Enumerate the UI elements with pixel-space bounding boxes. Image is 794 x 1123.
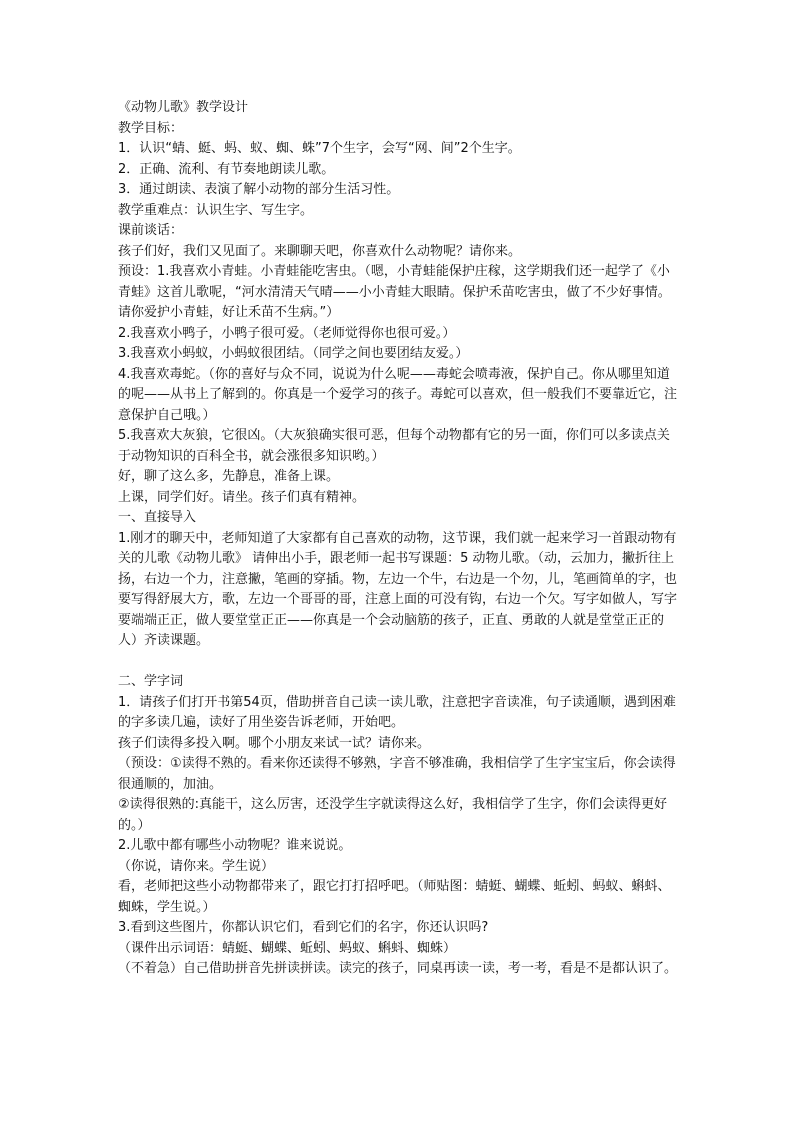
text-line: 上课，同学们好。请坐。孩子们真有精神。 [118, 489, 366, 505]
paragraph: 1.刚才的聊天中，老师知道了大家都有自己喜欢的动物，这节课，我们就一起来学习一首跟动物有关的儿歌《动物儿歌》 请伸出小手，跟老师一起书写课题：5 动物儿歌。（动，云加力，撇折往上扬，右边一个力，注意撇，笔画的穿插。物，左边一个牛，右边是一个勿，儿，笔画简单的字，也要写得舒展大方，歌，左边一个哥哥的哥，注意上面的可没有钩，右边一个欠。写字如做人，写字要端端正正，做人要堂堂正正——你真是一个会动脑筋的孩子，正直、勇敢的人就是堂堂正正的人）齐读课题。 [118, 530, 678, 648]
paragraph: 5.我喜欢大灰狼，它很凶。（大灰狼确实很可恶，但每个动物都有它的另一面，你们可以多读点关于动物知识的百科全书，就会涨很多知识哟。） [118, 428, 670, 464]
text-line: 教学目标： [118, 120, 184, 136]
text-line: 孩子们读得多投入啊。哪个小朋友来试一试？请你来。 [118, 735, 431, 751]
paragraph: 看，老师把这些小动物都带来了，跟它打打招呼吧。（师贴图：蜻蜓、蝴蝶、蚯蚓、蚂蚁、蝌蚪、蜘蛛，学生说。） [118, 879, 671, 915]
doc-title: 《动物儿歌》教学设计 [118, 100, 249, 115]
text-line: 2．正确、流利、有节奏地朗读儿歌。 [118, 161, 335, 177]
text-line: 1．认识“蜻、蜓、蚂、蚁、蜘、蛛”7个生字，会写“网、间”2个生字。 [118, 141, 521, 156]
paragraph: 3.我喜欢小蚂蚁，小蚂蚁很团结。（同学之间也要团结友爱。） [118, 346, 469, 361]
document-page [118, 98, 680, 980]
text-line: 3.看到这些图片，你都认识它们，看到它们的名字，你还认识吗? [118, 920, 489, 935]
paragraph: 4.我喜欢毒蛇。（你的喜好与众不同，说说为什么呢——毒蛇会喷毒液，保护自己。你从哪里知道的呢——从书上了解到的。你真是一个爱学习的孩子。毒蛇可以喜欢，但一般我们不要靠近它，注意保护自己哦。） [118, 366, 678, 423]
text-line: （课件出示词语：蜻蜓、蝴蝶、蚯蚓、蚂蚁、蝌蚪、蜘蛛） [118, 940, 457, 956]
text-line: （你说，请你来。学生说） [118, 858, 275, 874]
text-line: 教学重难点：认识生字、写生字。 [118, 202, 314, 218]
blank-line [118, 652, 680, 673]
paragraph: ②读得很熟的:真能干，这么厉害，还没学生字就读得这么好，我相信学了生字，你们会读得更好的。） [118, 797, 668, 833]
paragraph: （预设：①读得不熟的。看来你还读得不够熟，字音不够准确，我相信学了生字宝宝后，你会读得很通顺的，加油。 [118, 756, 676, 792]
paragraph: 2.我喜欢小鸭子，小鸭子很可爱。（老师觉得你也很可爱。） [118, 325, 456, 341]
section-heading: 二、学字词 [118, 674, 184, 689]
paragraph: 预设：1.我喜欢小青蛙。小青蛙能吃害虫。（嗯，小青蛙能保护庄稼，这学期我们还一起学了《小青蛙》这首儿歌呢，“河水清清天气晴——小小青蛙大眼睛。保护禾苗吃害虫，做了不少好事情。请你爱护小青蛙，好让禾苗不生病。”） [118, 264, 671, 320]
paragraph: 1．请孩子们打开书第54页，借助拼音自己读一读儿歌，注意把字音读准，句子读通顺，遇到困难的字多读几遍，读好了用坐姿告诉老师，开始吧。 [118, 694, 676, 730]
text-line: 3．通过朗读、表演了解小动物的部分生活习性。 [118, 182, 400, 197]
text-line: 2.儿歌中都有哪些小动物呢？谁来说说。 [118, 838, 352, 853]
text-line: 孩子们好，我们又见面了。来聊聊天吧，你喜欢什么动物呢？请你来。 [118, 243, 522, 259]
paragraph: （不着急）自己借助拼音先拼读拼读。读完的孩子，同桌再读一读，考一考，看是不是都认识了。 [118, 961, 678, 976]
text-line: 课前谈话： [118, 223, 184, 238]
text-line: 好，聊了这么多，先静息，准备上课。 [118, 469, 340, 484]
section-heading: 一、直接导入 [118, 510, 197, 525]
